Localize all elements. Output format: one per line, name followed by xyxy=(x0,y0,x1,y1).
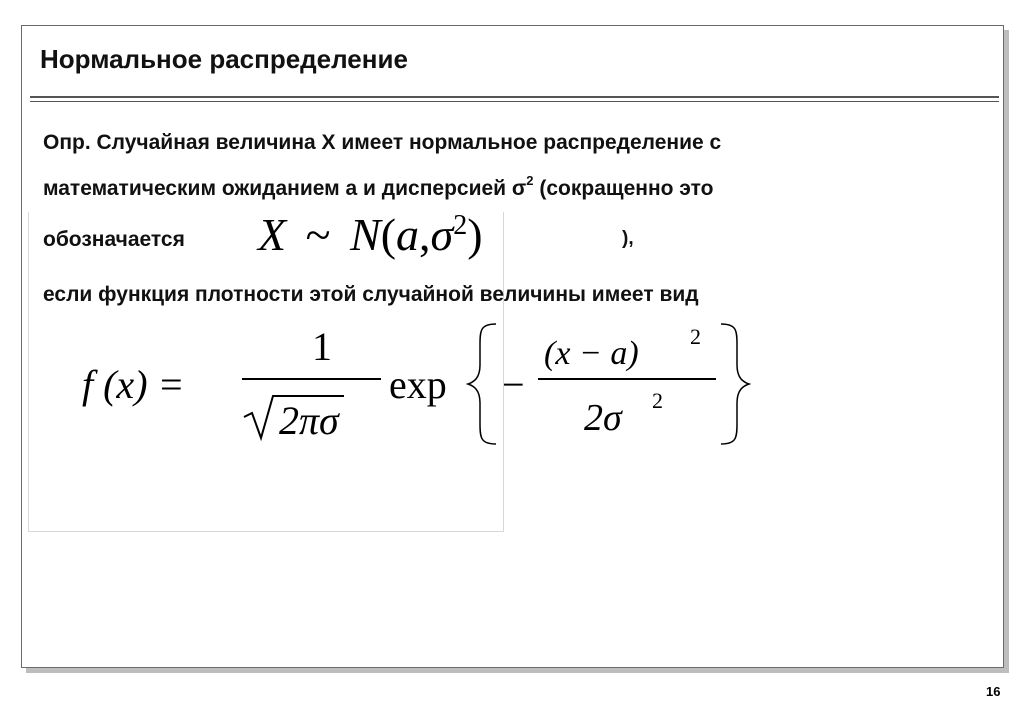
formula-inner-numerator: (x − a) xyxy=(544,335,639,372)
definition-line-2-tail: (сокращенно это xyxy=(533,177,714,200)
formula-denominator: 2πσ xyxy=(279,398,339,443)
variance-exponent: 2 xyxy=(526,173,534,188)
left-brace-icon xyxy=(468,324,496,444)
page-number: 16 xyxy=(986,684,1001,699)
formula-inner-denominator: 2σ xyxy=(584,397,622,439)
formula-numerator: 1 xyxy=(312,324,332,369)
definition-line-2 xyxy=(43,173,714,201)
formula-exp: exp xyxy=(389,362,447,407)
formula-lhs: f (x) = xyxy=(82,362,185,407)
right-brace-icon xyxy=(721,324,749,444)
title-divider-thin xyxy=(30,101,999,102)
notation-close-paren: ) xyxy=(467,209,483,260)
notation-exponent: 2 xyxy=(453,210,468,241)
slide-title: Нормальное распределение xyxy=(40,44,408,74)
notation-sigma: σ xyxy=(430,209,454,260)
definition-line-4: если функция плотности этой случайной величины имеет вид xyxy=(43,283,699,306)
title-divider-thick xyxy=(30,96,999,98)
notation-tail: ), xyxy=(622,228,634,249)
notation-x: X xyxy=(258,209,287,260)
notation-tilde: ~ xyxy=(305,209,331,260)
definition-line-3-label: обозначается xyxy=(43,228,185,251)
definition-line-2-text: математическим ожиданием а и дисперсией σ xyxy=(43,177,527,200)
notation-a: a xyxy=(396,209,420,260)
formula-minus: − xyxy=(502,362,525,407)
notation-comma: , xyxy=(419,209,431,260)
notation-n: N xyxy=(350,209,381,260)
density-formula xyxy=(76,320,776,455)
formula-inner-den-exponent: 2 xyxy=(652,388,663,413)
formula-inner-num-exponent: 2 xyxy=(690,324,701,349)
normal-notation xyxy=(258,208,483,261)
notation-open-paren: ( xyxy=(380,209,397,260)
definition-line-1: Опр. Случайная величина X имеет нормальное распределение с xyxy=(43,131,722,154)
